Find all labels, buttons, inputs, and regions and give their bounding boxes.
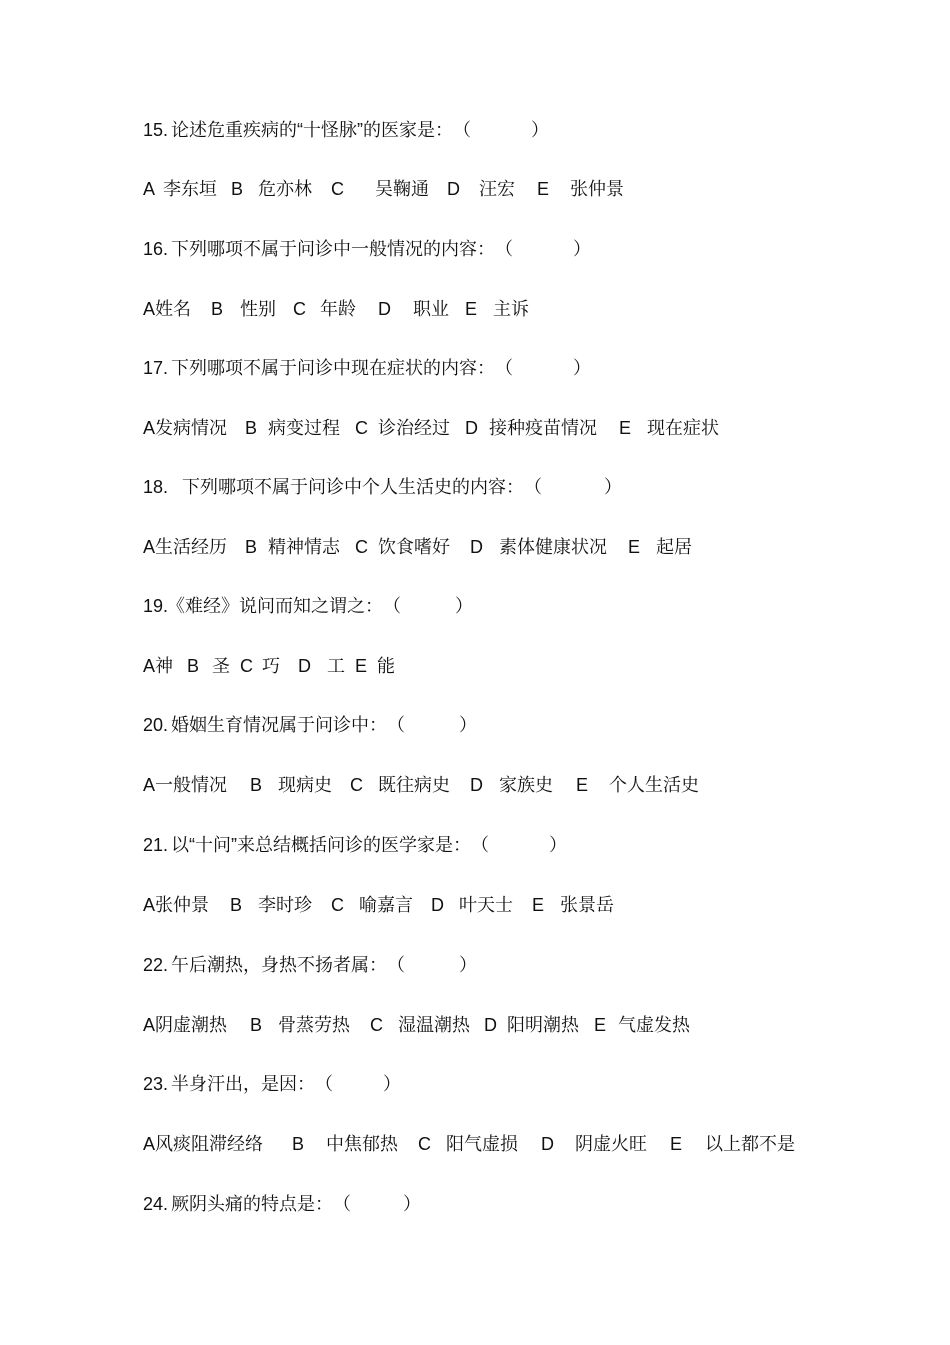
question-stem: 下列哪项不属于问诊中一般情况的内容： xyxy=(171,239,495,259)
option-a-text: 张仲景 xyxy=(155,895,209,915)
option-d-letter: D xyxy=(431,895,444,915)
blank-space xyxy=(471,130,531,131)
option-e-text: 能 xyxy=(377,656,395,676)
blank-open-paren: （ xyxy=(387,955,405,975)
blank-space xyxy=(542,487,604,488)
option-e-letter: E xyxy=(670,1134,683,1154)
option-d-text: 素体健康状况 xyxy=(499,537,607,557)
option-e-letter: E xyxy=(628,537,641,557)
blank-open-paren: （ xyxy=(387,715,405,735)
option-d-letter: D xyxy=(298,656,311,676)
option-c-letter: C xyxy=(355,537,368,557)
question-body xyxy=(182,475,622,499)
question-body xyxy=(171,833,567,857)
option-b-text: 圣 xyxy=(212,656,230,676)
option-a-letter: A xyxy=(143,418,156,438)
option-a-text: 姓名 xyxy=(155,299,191,319)
option-a-text: 阴虚潮热 xyxy=(155,1015,227,1035)
question-body xyxy=(171,237,591,261)
question-number: 19. xyxy=(143,596,169,616)
blank-space xyxy=(333,1084,383,1085)
option-b-letter: B xyxy=(245,418,258,438)
option-b-letter: B xyxy=(292,1134,305,1154)
option-d-text: 接种疫苗情况 xyxy=(489,418,597,438)
option-c-letter: C xyxy=(418,1134,431,1154)
blank-space xyxy=(513,368,573,369)
option-a-text: 发病情况 xyxy=(155,418,227,438)
blank-close-paren: ） xyxy=(459,955,477,975)
option-a-letter: A xyxy=(143,656,156,676)
option-c-text: 吴鞠通 xyxy=(375,179,429,199)
question-number: 21. xyxy=(143,835,169,855)
option-b-letter: B xyxy=(211,299,224,319)
option-d-text: 家族史 xyxy=(499,775,553,795)
question-number: 15. xyxy=(143,120,169,140)
option-a-letter: A xyxy=(143,1015,156,1035)
option-d-text: 阴虚火旺 xyxy=(575,1134,647,1154)
option-b-text: 李时珍 xyxy=(258,895,312,915)
question-stem: 论述危重疾病的“十怪脉”的医家是： xyxy=(171,120,453,140)
blank-open-paren: （ xyxy=(495,239,513,259)
question-number: 18. xyxy=(143,477,169,497)
option-a-letter: A xyxy=(143,775,156,795)
option-b-letter: B xyxy=(231,179,244,199)
option-d-text: 工 xyxy=(327,656,345,676)
option-a-text: 一般情况 xyxy=(155,775,227,795)
option-c-letter: C xyxy=(240,656,253,676)
answer-blank xyxy=(453,118,549,142)
question-stem: 下列哪项不属于问诊中个人生活史的内容： xyxy=(182,477,524,497)
option-a-text: 生活经历 xyxy=(155,537,227,557)
answer-blank xyxy=(315,1072,401,1096)
question-number: 22. xyxy=(143,955,169,975)
option-e-text: 主诉 xyxy=(493,299,529,319)
option-b-letter: B xyxy=(187,656,200,676)
blank-close-paren: ） xyxy=(531,120,549,140)
blank-open-paren: （ xyxy=(383,596,401,616)
option-a-text: 神 xyxy=(155,656,173,676)
option-c-text: 湿温潮热 xyxy=(398,1015,470,1035)
option-b-text: 精神情志 xyxy=(268,537,340,557)
option-c-letter: C xyxy=(331,179,344,199)
option-e-letter: E xyxy=(532,895,545,915)
option-c-letter: C xyxy=(350,775,363,795)
question-body xyxy=(171,118,549,142)
option-b-text: 骨蒸劳热 xyxy=(278,1015,350,1035)
option-d-text: 阳明潮热 xyxy=(507,1015,579,1035)
option-a-letter: A xyxy=(143,1134,156,1154)
question-stem: 以“十问”来总结概括问诊的医学家是： xyxy=(171,835,471,855)
blank-open-paren: （ xyxy=(495,358,513,378)
blank-space xyxy=(351,1204,403,1205)
option-d-text: 叶天士 xyxy=(459,895,513,915)
option-a-text: 李东垣 xyxy=(163,179,217,199)
option-e-letter: E xyxy=(537,179,550,199)
option-e-letter: E xyxy=(576,775,589,795)
question-number: 17. xyxy=(143,358,169,378)
option-b-text: 现病史 xyxy=(278,775,332,795)
blank-open-paren: （ xyxy=(453,120,471,140)
option-c-text: 阳气虚损 xyxy=(446,1134,518,1154)
option-c-letter: C xyxy=(355,418,368,438)
option-c-text: 饮食嗜好 xyxy=(378,537,450,557)
question-body xyxy=(171,356,591,380)
blank-space xyxy=(405,725,459,726)
blank-close-paren: ） xyxy=(383,1074,401,1094)
option-b-text: 性别 xyxy=(240,299,276,319)
blank-close-paren: ） xyxy=(573,239,591,259)
option-e-letter: E xyxy=(619,418,632,438)
question-number: 24. xyxy=(143,1194,169,1214)
option-d-letter: D xyxy=(541,1134,554,1154)
question-stem: 半身汗出，是因： xyxy=(171,1074,315,1094)
answer-blank xyxy=(387,713,477,737)
option-e-text: 张仲景 xyxy=(570,179,624,199)
question-body xyxy=(171,1072,401,1096)
blank-open-paren: （ xyxy=(524,477,542,497)
blank-close-paren: ） xyxy=(604,477,622,497)
option-d-letter: D xyxy=(378,299,391,319)
blank-close-paren: ） xyxy=(549,835,567,855)
question-number: 23. xyxy=(143,1074,169,1094)
question-stem: 下列哪项不属于问诊中现在症状的内容： xyxy=(171,358,495,378)
option-a-letter: A xyxy=(143,895,156,915)
option-a-letter: A xyxy=(143,179,156,199)
option-d-letter: D xyxy=(470,775,483,795)
option-d-letter: D xyxy=(447,179,460,199)
question-body xyxy=(171,713,477,737)
answer-blank xyxy=(383,594,473,618)
option-c-text: 年龄 xyxy=(320,299,356,319)
blank-open-paren: （ xyxy=(471,835,489,855)
option-e-text: 起居 xyxy=(656,537,692,557)
answer-blank xyxy=(387,953,477,977)
option-d-letter: D xyxy=(470,537,483,557)
blank-open-paren: （ xyxy=(315,1074,333,1094)
blank-space xyxy=(489,845,549,846)
blank-close-paren: ） xyxy=(459,715,477,735)
option-e-letter: E xyxy=(355,656,368,676)
option-b-letter: B xyxy=(245,537,258,557)
option-e-text: 现在症状 xyxy=(647,418,719,438)
option-c-text: 巧 xyxy=(262,656,280,676)
option-b-text: 危亦林 xyxy=(258,179,312,199)
answer-blank xyxy=(524,475,622,499)
answer-blank xyxy=(495,237,591,261)
question-body xyxy=(171,1192,421,1216)
option-e-text: 气虚发热 xyxy=(618,1015,690,1035)
option-c-text: 既往病史 xyxy=(378,775,450,795)
option-d-text: 职业 xyxy=(413,299,449,319)
blank-close-paren: ） xyxy=(455,596,473,616)
question-number: 20. xyxy=(143,715,169,735)
answer-blank xyxy=(471,833,567,857)
option-b-letter: B xyxy=(230,895,243,915)
blank-close-paren: ） xyxy=(573,358,591,378)
answer-blank xyxy=(333,1192,421,1216)
option-e-text: 以上都不是 xyxy=(705,1134,795,1154)
question-stem: 厥阴头痛的特点是： xyxy=(171,1194,333,1214)
option-b-letter: B xyxy=(250,1015,263,1035)
question-stem: 《难经》说问而知之谓之： xyxy=(167,596,383,616)
question-number: 16. xyxy=(143,239,169,259)
option-c-letter: C xyxy=(370,1015,383,1035)
blank-space xyxy=(405,965,459,966)
option-c-text: 喻嘉言 xyxy=(359,895,413,915)
question-stem: 午后潮热，身热不扬者属： xyxy=(171,955,387,975)
answer-blank xyxy=(495,356,591,380)
option-c-letter: C xyxy=(293,299,306,319)
option-d-letter: D xyxy=(484,1015,497,1035)
blank-close-paren: ） xyxy=(403,1194,421,1214)
option-a-letter: A xyxy=(143,299,156,319)
option-b-text: 中焦郁热 xyxy=(326,1134,398,1154)
option-e-letter: E xyxy=(594,1015,607,1035)
question-body xyxy=(167,594,473,618)
option-b-letter: B xyxy=(250,775,263,795)
question-stem: 婚姻生育情况属于问诊中： xyxy=(171,715,387,735)
blank-space xyxy=(513,249,573,250)
option-a-text: 风痰阻滞经络 xyxy=(155,1134,263,1154)
option-d-letter: D xyxy=(465,418,478,438)
option-e-text: 张景岳 xyxy=(560,895,614,915)
option-b-text: 病变过程 xyxy=(268,418,340,438)
option-c-letter: C xyxy=(331,895,344,915)
option-a-letter: A xyxy=(143,537,156,557)
option-e-text: 个人生活史 xyxy=(609,775,699,795)
option-d-text: 汪宏 xyxy=(479,179,515,199)
blank-space xyxy=(401,606,455,607)
question-body xyxy=(171,953,477,977)
option-c-text: 诊治经过 xyxy=(378,418,450,438)
blank-open-paren: （ xyxy=(333,1194,351,1214)
option-e-letter: E xyxy=(465,299,478,319)
